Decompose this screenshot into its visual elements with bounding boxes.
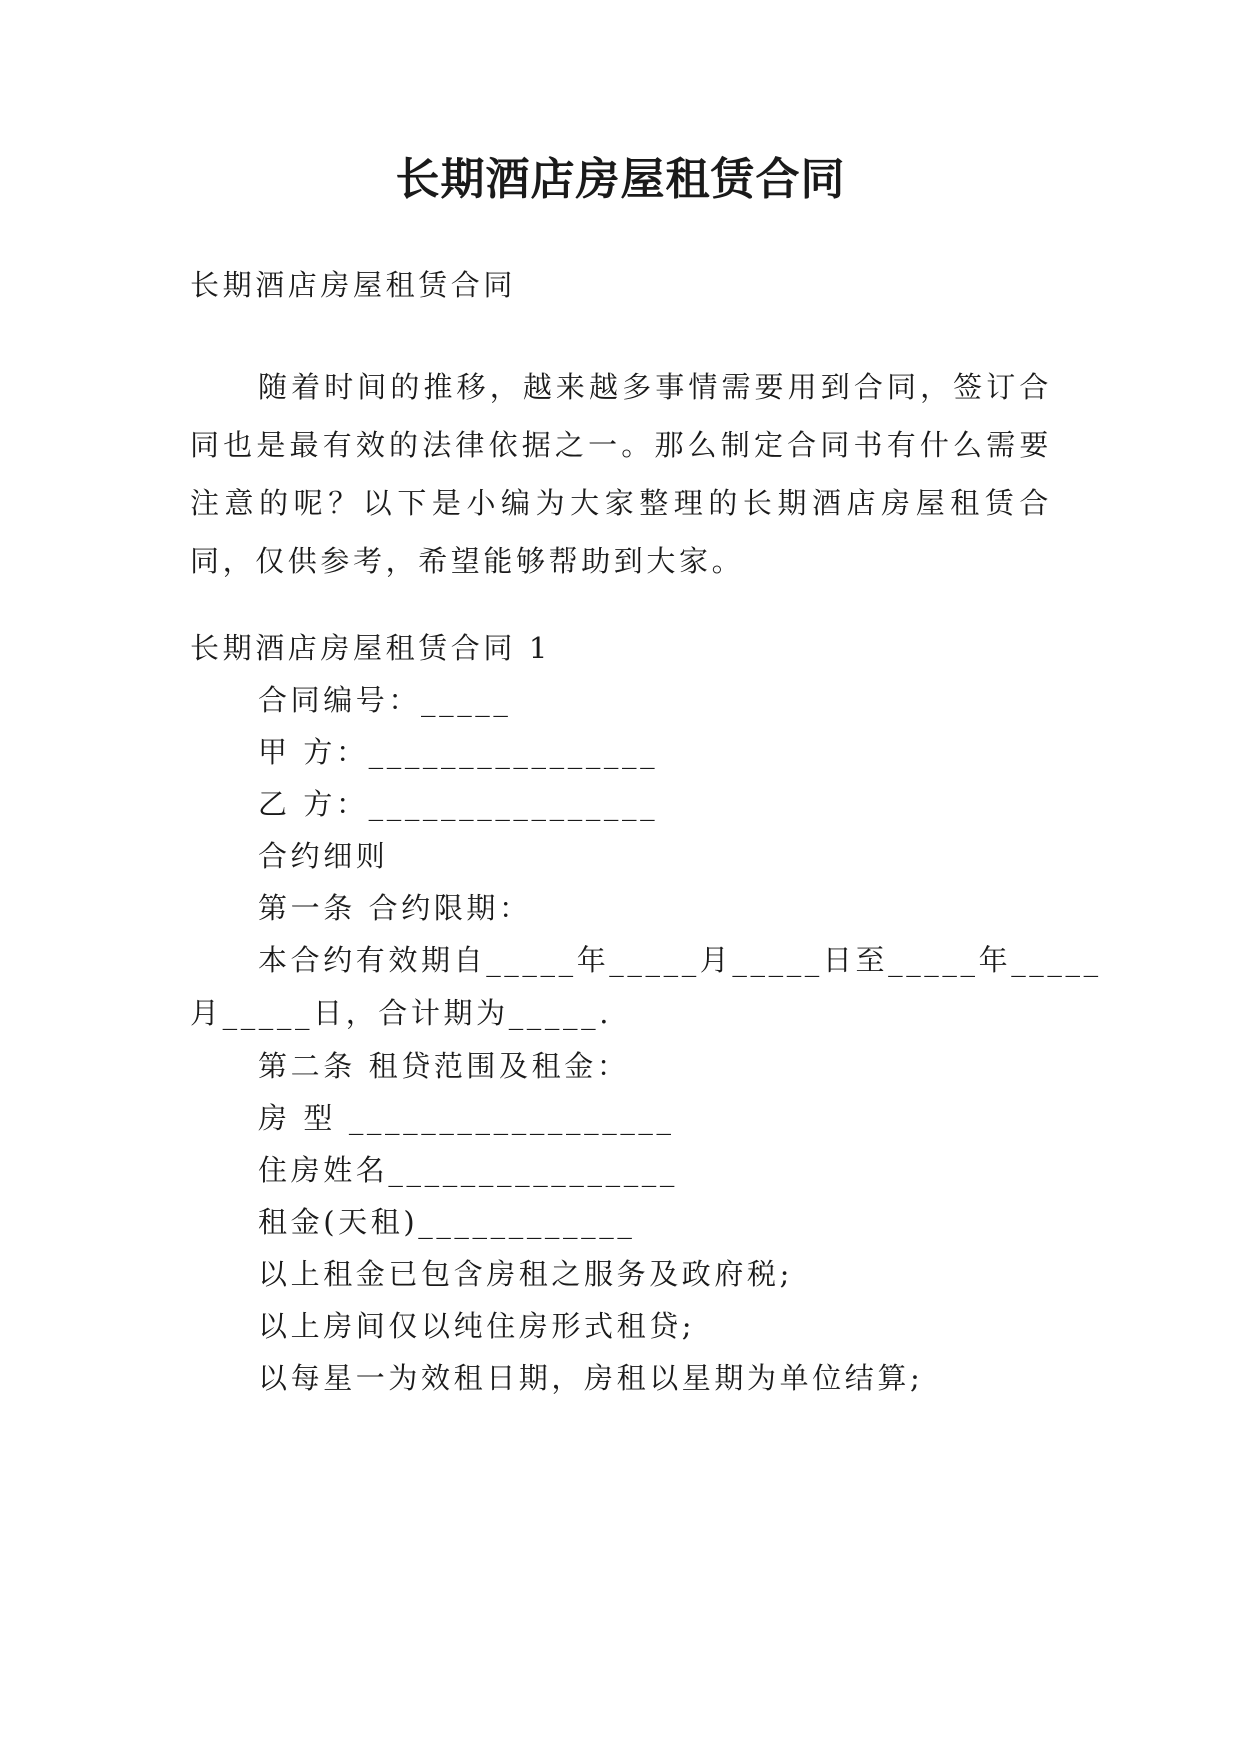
party-a-line: 甲 方：________________ <box>258 735 659 769</box>
rules-heading: 合约细则 <box>258 839 389 873</box>
validity-line-2: 月_____日，合计期为_____. <box>190 996 613 1030</box>
article-1-heading: 第一条 合约限期： <box>258 891 532 925</box>
section-heading: 长期酒店房屋租赁合同 1 <box>190 631 551 665</box>
daily-rent-line: 租金(天租)____________ <box>258 1205 636 1239</box>
contract-number-line: 合同编号：_____ <box>258 683 512 717</box>
document-title: 长期酒店房屋租赁合同 <box>395 154 846 205</box>
occupant-name-line: 住房姓名________________ <box>258 1153 678 1187</box>
article-2-heading: 第二条 租贷范围及租金： <box>258 1049 630 1083</box>
room-type-line: 房 型 __________________ <box>258 1101 675 1135</box>
party-b-line: 乙 方：________________ <box>258 787 659 821</box>
intro-paragraph: 随着时间的推移，越来越多事情需要用到合同，签订合同也是最有效的法律依据之一。那么制定合同书有什么需要注意的呢？以下是小编为大家整理的长期酒店房屋租赁合同，仅供参考，希望能够帮助到大家。 <box>190 370 1052 578</box>
note-1-line: 以上租金已包含房租之服务及政府税; <box>258 1257 793 1291</box>
note-3-line: 以每星一为效租日期，房租以星期为单位结算; <box>258 1361 924 1395</box>
document-subtitle: 长期酒店房屋租赁合同 <box>190 268 517 302</box>
validity-line-1: 本合约有效期自_____年_____月_____日至_____年_____ <box>258 943 1102 977</box>
note-2-line: 以上房间仅以纯住房形式租贷; <box>258 1309 696 1343</box>
